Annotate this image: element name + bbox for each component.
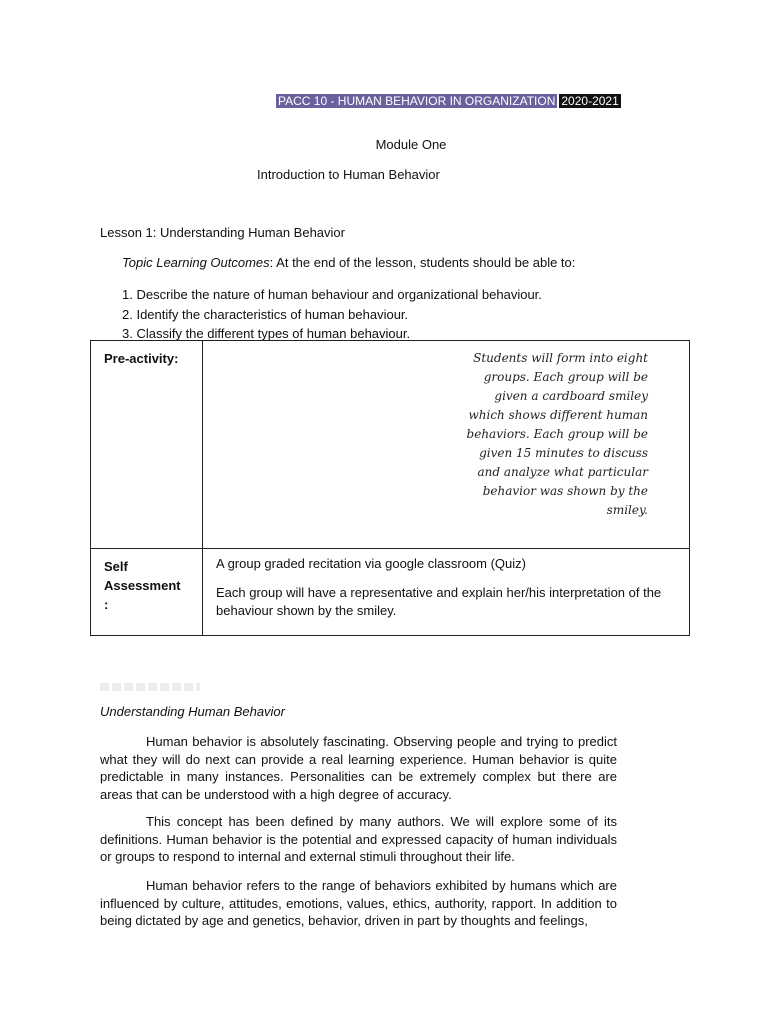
body-paragraph: Human behavior refers to the range of behaviors exhibited by humans which are influenced by culture, attitudes, emotions, values, ethics, authority, rapport. In addition to being dictated by age and genetics, behavior, driven in part by thoughts and feelings, (100, 878, 617, 928)
course-name: PACC 10 - HUMAN BEHAVIOR IN ORGANIZATION (278, 94, 556, 108)
body-paragraph: This concept has been defined by many authors. We will explore some of its definitions. Human behavior is the potential and expressed capacity of human individuals or groups to respond to internal and external stimuli throughout their life. (100, 814, 617, 864)
self-assessment-row (91, 549, 690, 636)
activity-table (90, 340, 690, 636)
pre-activity-cell (203, 341, 690, 549)
self-label-line: Self (104, 559, 128, 574)
self-assessment-text: A group graded recitation via google classroom (Quiz) (216, 556, 526, 571)
learning-outcomes (122, 255, 575, 270)
self-assessment-cell (203, 549, 690, 636)
self-assessment-text: Each group will have a representative and explain her/his interpretation of the behaviour shown by the smiley. (216, 585, 662, 618)
objective-item: 1. Describe the nature of human behaviour and organizational behaviour. (122, 287, 542, 302)
course-title (276, 93, 621, 110)
outcomes-label: Topic Learning Outcomes (122, 255, 270, 270)
pre-activity-text: Students will form into eight groups. Each group will be given a cardboard smiley which shows different human behaviors. Each group will be given 15 minutes to discuss and analyze what particular behavior was shown by the smiley. (466, 351, 648, 517)
pre-activity-label: Pre-activity: (91, 341, 203, 549)
module-heading: Module One (375, 137, 447, 152)
objective-item: 2. Identify the characteristics of human behaviour. (122, 306, 409, 322)
pre-activity-row (91, 341, 690, 549)
self-label-line: Assessment (104, 578, 181, 593)
objective-item: 3. Classify the different types of human behaviour. (122, 326, 411, 341)
self-assessment-label (91, 549, 203, 636)
school-year: 2020-2021 (561, 94, 619, 108)
outcomes-text: : At the end of the lesson, students should be able to: (269, 255, 576, 270)
self-label-line: : (104, 597, 109, 612)
objectives-list (122, 285, 542, 344)
lesson-title: Lesson 1: Understanding Human Behavior (100, 225, 345, 240)
section-title: Understanding Human Behavior (100, 704, 285, 719)
faded-text-artifact (100, 683, 200, 691)
body-paragraph: Human behavior is absolutely fascinating. Observing people and trying to predict what they will do next can provide a real learning experience. Human behavior is quite predictable in many instances. Personalities can be extremely complex but there are areas that can be understood with a high degree of accuracy. (100, 734, 617, 802)
module-title: Introduction to Human Behavior (257, 167, 440, 182)
